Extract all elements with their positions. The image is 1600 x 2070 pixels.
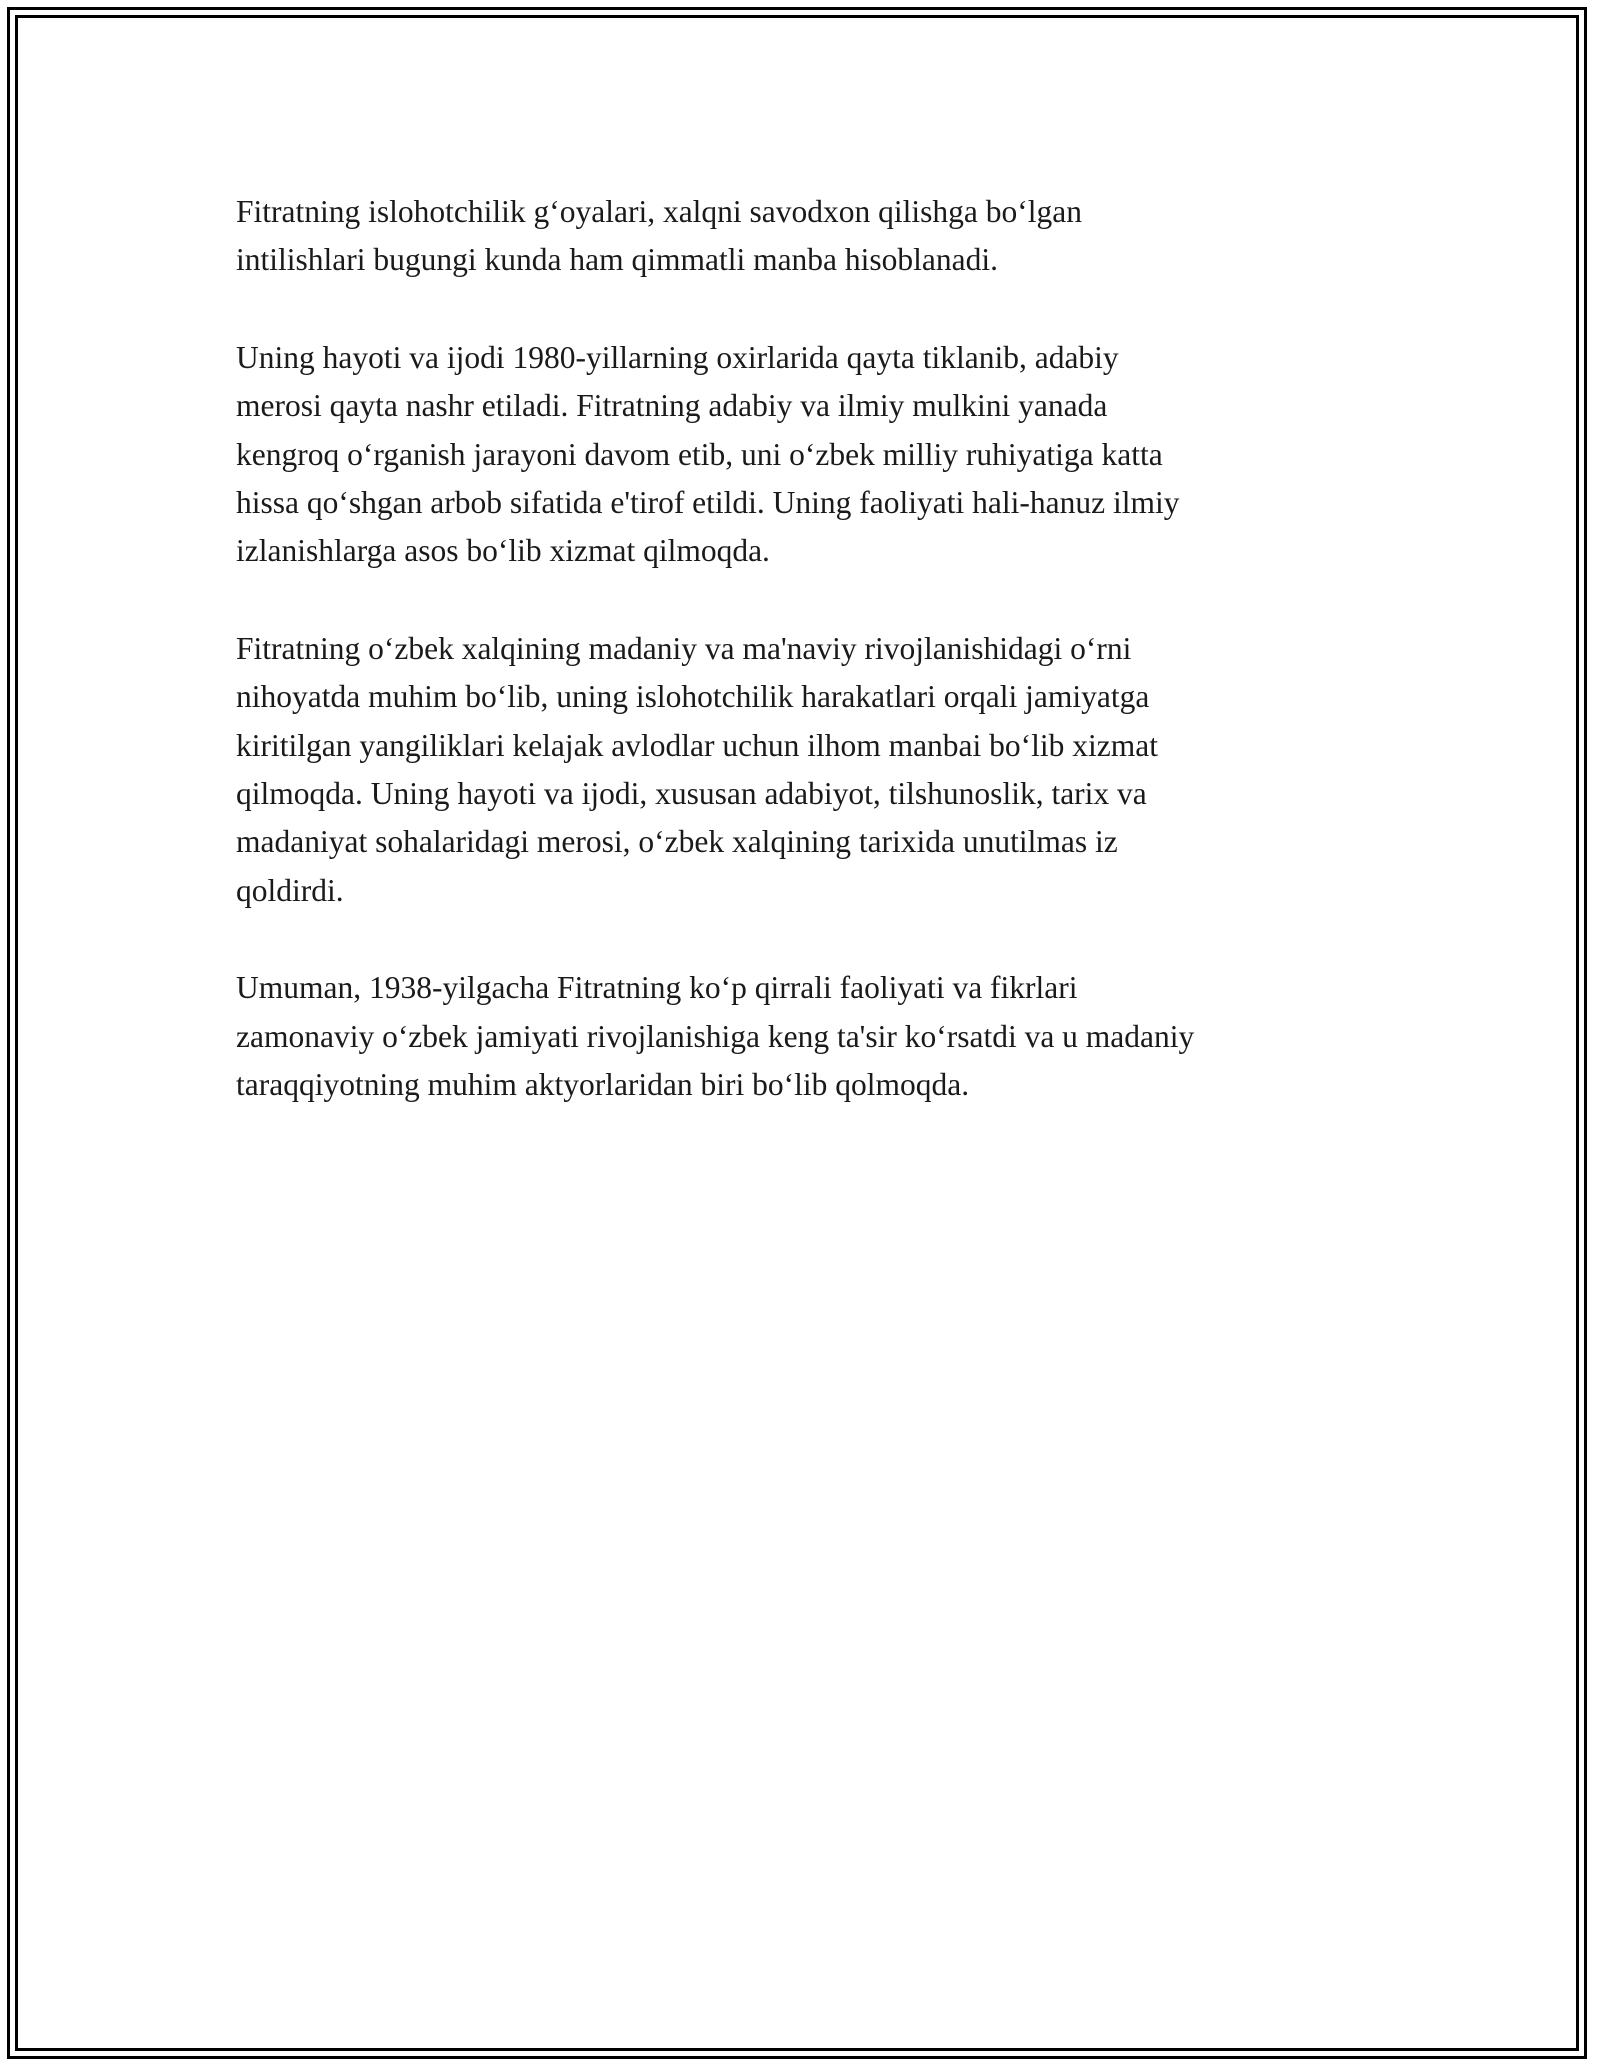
text-line: intilishlari bugungi kunda ham qimmatli manba hisoblanadi. — [236, 242, 999, 278]
paragraph-4 — [236, 964, 1376, 1109]
paragraph-2 — [236, 334, 1376, 576]
text-line: taraqqiyotning muhim aktyorlaridan biri bo‘lib qolmoqda. — [236, 1067, 970, 1103]
text-line: izlanishlarga asos bo‘lib xizmat qilmoqda. — [236, 533, 770, 569]
text-line: Uning hayoti va ijodi 1980-yillarning oxirlarida qayta tiklanib, adabiy — [236, 339, 1119, 375]
text-line: zamonaviy o‘zbek jamiyati rivojlanishiga keng ta'sir ko‘rsatdi va u madaniy — [236, 1018, 1195, 1054]
text-line: qoldirdi. — [236, 872, 344, 908]
text-line: Fitratning o‘zbek xalqining madaniy va ma'naviy rivojlanishidagi o‘rni — [236, 630, 1132, 666]
text-line: kiritilgan yangiliklari kelajak avlodlar uchun ilhom manbai bo‘lib xizmat — [236, 727, 1159, 763]
document-body — [236, 188, 1376, 1159]
text-line: merosi qayta nashr etiladi. Fitratning adabiy va ilmiy mulkini yanada — [236, 388, 1108, 424]
text-line: Umuman, 1938-yilgacha Fitratning ko‘p qirrali faoliyati va fikrlari — [236, 970, 1078, 1006]
text-line: nihoyatda muhim bo‘lib, uning islohotchilik harakatlari orqali jamiyatga — [236, 679, 1150, 715]
paragraph-3 — [236, 625, 1376, 915]
text-line: qilmoqda. Uning hayoti va ijodi, xususan adabiyot, tilshunoslik, tarix va — [236, 776, 1147, 812]
text-line: Fitratning islohotchilik g‘oyalari, xalqni savodxon qilishga bo‘lgan — [236, 194, 1083, 229]
text-line: hissa qo‘shgan arbob sifatida e'tirof etildi. Uning faoliyati hali-hanuz ilmiy — [236, 485, 1180, 521]
text-line: kengroq o‘rganish jarayoni davom etib, uni o‘zbek milliy ruhiyatiga katta — [236, 436, 1163, 472]
paragraph-1 — [236, 188, 1376, 285]
text-line: madaniyat sohalaridagi merosi, o‘zbek xalqining tarixida unutilmas iz — [236, 824, 1118, 860]
